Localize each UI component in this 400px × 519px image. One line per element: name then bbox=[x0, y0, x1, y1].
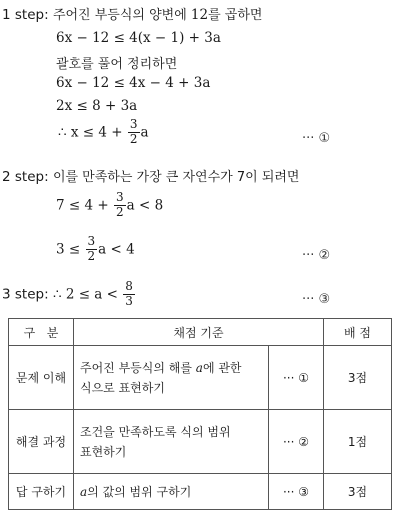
step1-line4-post: a bbox=[140, 124, 149, 141]
row-ref: ··· ① bbox=[269, 346, 324, 410]
criteria-line2: 표현하기 bbox=[80, 444, 127, 459]
row-category: 답 구하기 bbox=[9, 474, 74, 510]
step2-line1-post: a < 8 bbox=[126, 197, 164, 214]
fraction-numerator: 3 bbox=[129, 117, 138, 131]
row-score: 3점 bbox=[324, 474, 392, 510]
table-row bbox=[9, 410, 392, 474]
step3-line-pre: ∴ 2 ≤ a < bbox=[52, 286, 118, 303]
step2-line1 bbox=[56, 191, 163, 220]
fraction-denominator: 2 bbox=[129, 131, 138, 146]
step2-line2-post: a < 4 bbox=[98, 241, 135, 258]
header-criteria: 채점 기준 bbox=[74, 319, 324, 346]
step2-text: 이를 만족하는 가장 큰 자연수가 7이 되려면 bbox=[52, 170, 300, 185]
table-header-row bbox=[9, 319, 392, 346]
row-category: 해결 과정 bbox=[9, 410, 74, 474]
step2-line2-fraction bbox=[86, 235, 98, 264]
step3-ref: ··· ③ bbox=[302, 292, 331, 307]
step2-line2 bbox=[56, 235, 135, 264]
step3-fraction bbox=[123, 280, 135, 309]
step2-line2-pre: 3 ≤ bbox=[56, 241, 81, 258]
step1-line3: 2x ≤ 8 + 3a bbox=[56, 98, 138, 114]
row-score: 3점 bbox=[324, 346, 392, 410]
step1-ref: ··· ① bbox=[302, 131, 331, 146]
criteria-var: a bbox=[80, 484, 88, 499]
grading-table bbox=[8, 318, 392, 510]
step1-heading bbox=[2, 4, 262, 23]
step1-line4 bbox=[58, 118, 149, 147]
row-criteria bbox=[74, 410, 269, 474]
row-score: 1점 bbox=[324, 410, 392, 474]
row-category: 문제 이해 bbox=[9, 346, 74, 410]
step2-heading bbox=[2, 166, 300, 185]
table-row bbox=[9, 474, 392, 510]
fraction-denominator: 2 bbox=[87, 248, 96, 263]
step2-line1-fraction bbox=[114, 191, 126, 220]
table-row bbox=[9, 346, 392, 410]
criteria-var: a bbox=[195, 360, 203, 375]
step1-line1: 6x − 12 ≤ 4(x − 1) + 3a bbox=[56, 30, 221, 46]
step1-text-post: 를 곱하면 bbox=[208, 8, 263, 23]
fraction-numerator: 3 bbox=[115, 190, 124, 204]
criteria-line1-post: 의 값의 범위 구하기 bbox=[87, 484, 192, 499]
row-ref: ··· ② bbox=[269, 410, 324, 474]
row-criteria bbox=[74, 474, 269, 510]
step1-comment: 괄호를 풀어 정리하면 bbox=[56, 57, 178, 72]
criteria-line1-pre: 주어진 부등식의 해를 bbox=[80, 360, 196, 375]
step1-line4-fraction bbox=[128, 118, 140, 147]
row-ref: ··· ③ bbox=[269, 474, 324, 510]
row-criteria bbox=[74, 346, 269, 410]
step1-text-num: 12 bbox=[190, 7, 209, 23]
step1-line2: 6x − 12 ≤ 4x − 4 + 3a bbox=[56, 75, 211, 91]
step2-label: 2 step: bbox=[2, 169, 49, 185]
step1-text-pre: 주어진 부등식의 양변에 bbox=[52, 8, 191, 23]
step3-heading bbox=[2, 280, 136, 309]
fraction-denominator: 2 bbox=[115, 204, 124, 219]
header-score: 배 점 bbox=[324, 319, 392, 346]
step1-label: 1 step: bbox=[2, 7, 49, 23]
step2-ref: ··· ② bbox=[302, 248, 331, 263]
fraction-denominator: 3 bbox=[125, 293, 133, 308]
step2-line1-pre: 7 ≤ 4 + bbox=[56, 197, 109, 214]
fraction-numerator: 8 bbox=[125, 279, 133, 293]
fraction-numerator: 3 bbox=[87, 234, 96, 248]
criteria-line1-post: 에 관한 bbox=[202, 360, 242, 375]
header-category: 구 분 bbox=[9, 319, 74, 346]
step1-line4-pre: ∴ x ≤ 4 + bbox=[58, 124, 123, 141]
criteria-line2: 식으로 표현하기 bbox=[80, 380, 165, 395]
step3-label: 3 step: bbox=[2, 286, 49, 303]
criteria-line1: 조건을 만족하도록 식의 범위 bbox=[80, 424, 231, 439]
